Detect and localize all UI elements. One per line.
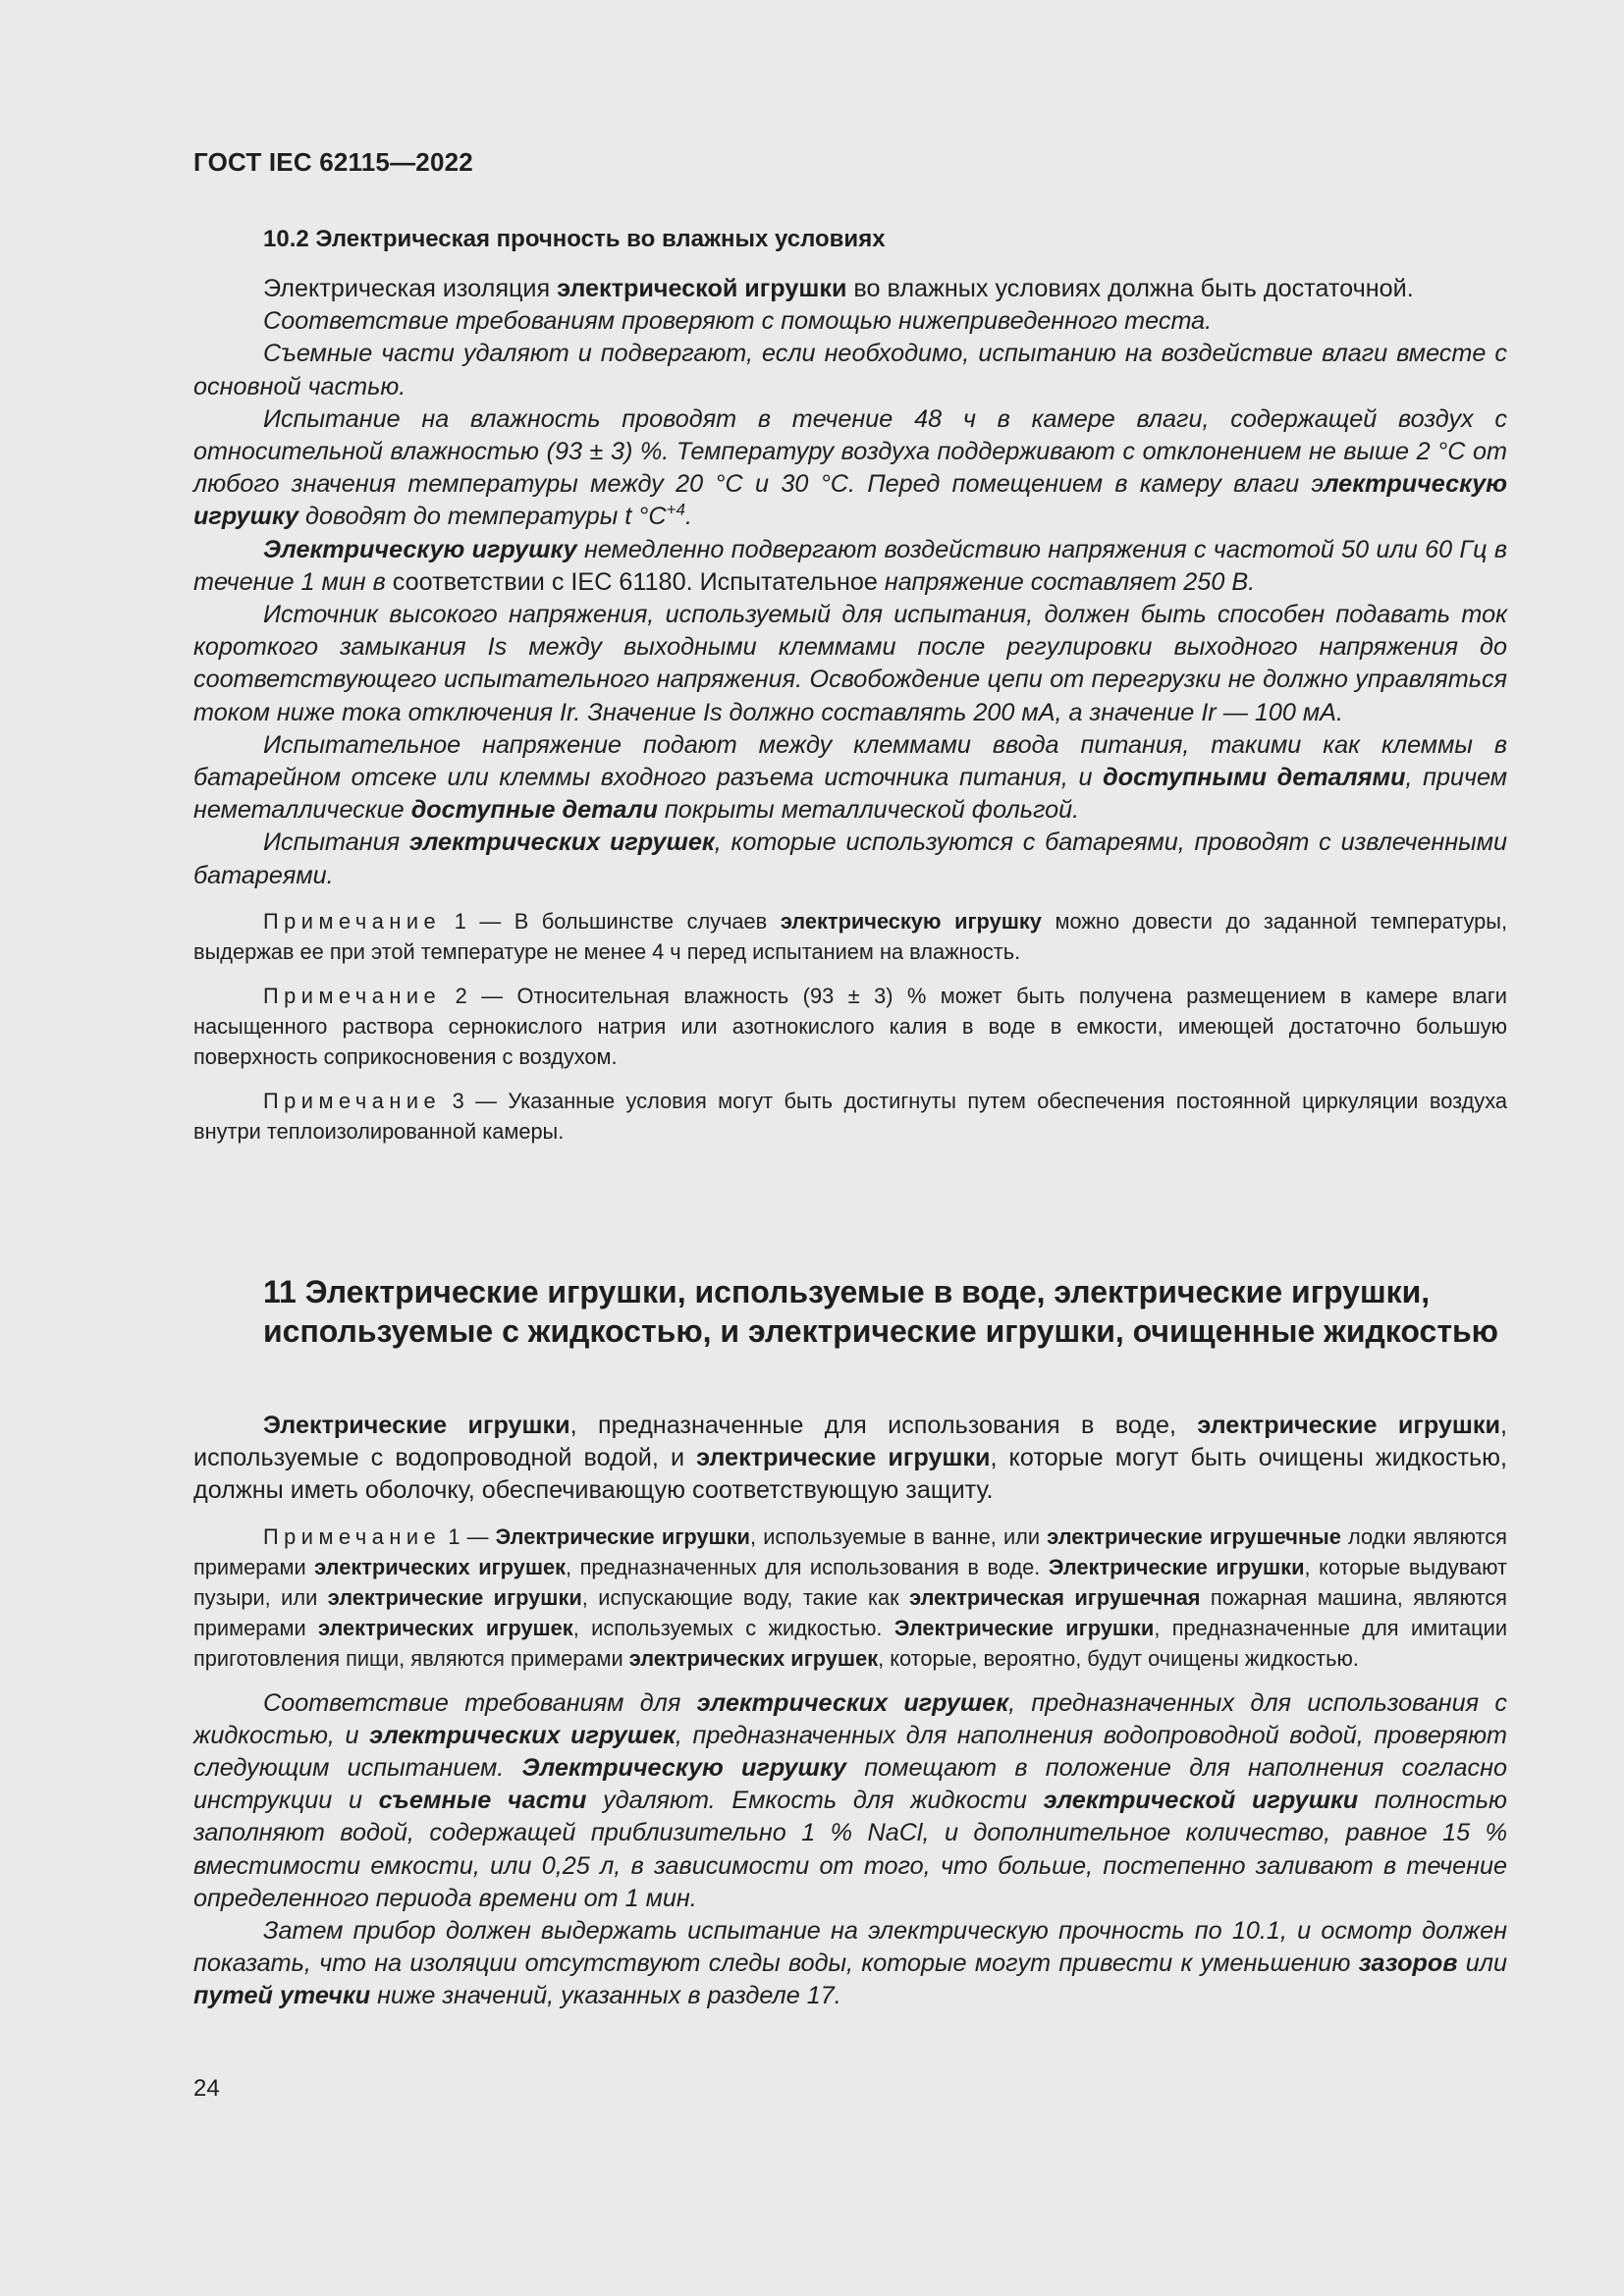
paragraph: Испытание на влажность проводят в течение 48 ч в камере влаги, содержащей воздух с относительной влажностью (93 ± 3) %. Температуру воздуха поддерживают с отклонением не выше 2 °С от любого значения температуры между 20 °С и 30 °С. Перед помещением в камеру влаги электрическую игрушку доводят до температуры t $^\circ С^{+4}$. — [193, 404, 1507, 531]
paragraph: Испытательное напряжение подают между клеммами ввода питания, такими как клеммы в батарейном отсеке или клеммы входного разъема источника питания, и доступными деталями, причем неметаллические доступные детали покрыты металлической фольгой. — [193, 730, 1507, 825]
paragraph: Испытания электрических игрушек, которые используются с батареями, проводят с извлеченными батареями. — [193, 828, 1507, 889]
paragraph: Соответствие требованиям для электрических игрушек, предназначенных для использования с жидкостью, и электрических игрушек, предназначенных для наполнения водопроводной водой, проверяют следующим испытанием. Электрическую игрушку помещают в положение для наполнения согласно инструкции и съемные части удаляют. Емкость для жидкости электрической игрушки полностью заполняют водой, содержащей приблизительно 1 % NaCl, и дополнительное количество, равное 15 % вместимости емкости, или 0,25 л, в зависимости от того, что больше, постепенно заливают в течение определенного периода времени от 1 мин. — [193, 1688, 1507, 1912]
paragraph: Электрическую игрушку немедленно подвергают воздействию напряжения с частотой 50 или 60 Гц в течение 1 мин в соответствии с IEC 61180. Испытательное напряжение составляет 250 В. — [193, 535, 1508, 596]
note: Примечание 3 — Указанные условия могут быть достигнуты путем обеспечения постоянной циркуляции воздуха внутри теплоизолированной камеры. — [193, 1088, 1507, 1144]
note: Примечание 1 — Электрические игрушки, используемые в ванне, или электрические игрушечные лодки являются примерами электрических игрушек, предназначенных для использования в воде. Электрические игрушки, которые выдувают пузыри, или электрические игрушки, испускающие воду, такие как электрическая игрушечная пожарная машина, являются примерами электрических игрушек, используемых с жидкостью. Электрические игрушки, предназначенные для имитации приготовления пищи, являются примерами электрических игрушек, которые, вероятно, будут очищены жидкостью. — [193, 1523, 1507, 1671]
paragraph: Источник высокого напряжения, используемый для испытания, должен быть способен подавать ток короткого замыкания Is между выходными клеммами после регулировки выходного напряжения до соответствующего испытательного напряжения. Освобождение цепи от перегрузки не должно управляться током ниже тока отключения Ir. Значение Is должно составлять 200 мА, а значение Ir — 100 мА. — [193, 601, 1507, 726]
note: Примечание 2 — Относительная влажность (93 ± 3) % может быть получена размещением в камере влаги насыщенного раствора сернокислого натрия или азотнокислого калия в воде в емкости, имеющей достаточно большую поверхность соприкосновения с воздухом. — [193, 983, 1507, 1069]
paragraph: Соответствие требованиям проверяют с помощью нижеприведенного теста. — [263, 307, 1213, 336]
paragraph: Электрическая изоляция электрической игрушки во влажных условиях должна быть достаточной. — [263, 275, 1414, 302]
section-11-body — [193, 1410, 1507, 2013]
section-11-title: 11 Электрические игрушки, используемые в воде, электрические игрушки, используемые с жидкостью, и электрические игрушки, очищенные жидкостью — [263, 1274, 1498, 1349]
section-10-2-title: 10.2 Электрическая прочность во влажных условиях — [263, 226, 886, 252]
document-header: ГОСТ IEC 62115—2022 — [193, 147, 473, 177]
paragraph: Съемные части удаляют и подвергают, если необходимо, испытанию на воздействие влаги вместе с основной частью. — [193, 340, 1507, 400]
section-10-2-body — [193, 273, 1507, 1147]
page-number: 24 — [193, 2075, 220, 2102]
paragraph: Затем прибор должен выдержать испытание на электрическую прочность по 10.1, и осмотр должен показать, что на изоляции отсутствуют следы воды, которые могут привести к уменьшению зазоров или путей утечки ниже значений, указанных в разделе 17. — [193, 1917, 1507, 2010]
note: Примечание 1 — В большинстве случаев электрическую игрушку можно довести до заданной температуры, выдержав ее при этой температуре не менее 4 ч перед испытанием на влажность. — [193, 908, 1508, 964]
paragraph: Электрические игрушки, предназначенные для использования в воде, электрические игрушки, используемые с водопроводной водой, и электрические игрушки, которые могут быть очищены жидкостью, должны иметь оболочку, обеспечивающую соответствующую защиту. — [193, 1412, 1507, 1505]
